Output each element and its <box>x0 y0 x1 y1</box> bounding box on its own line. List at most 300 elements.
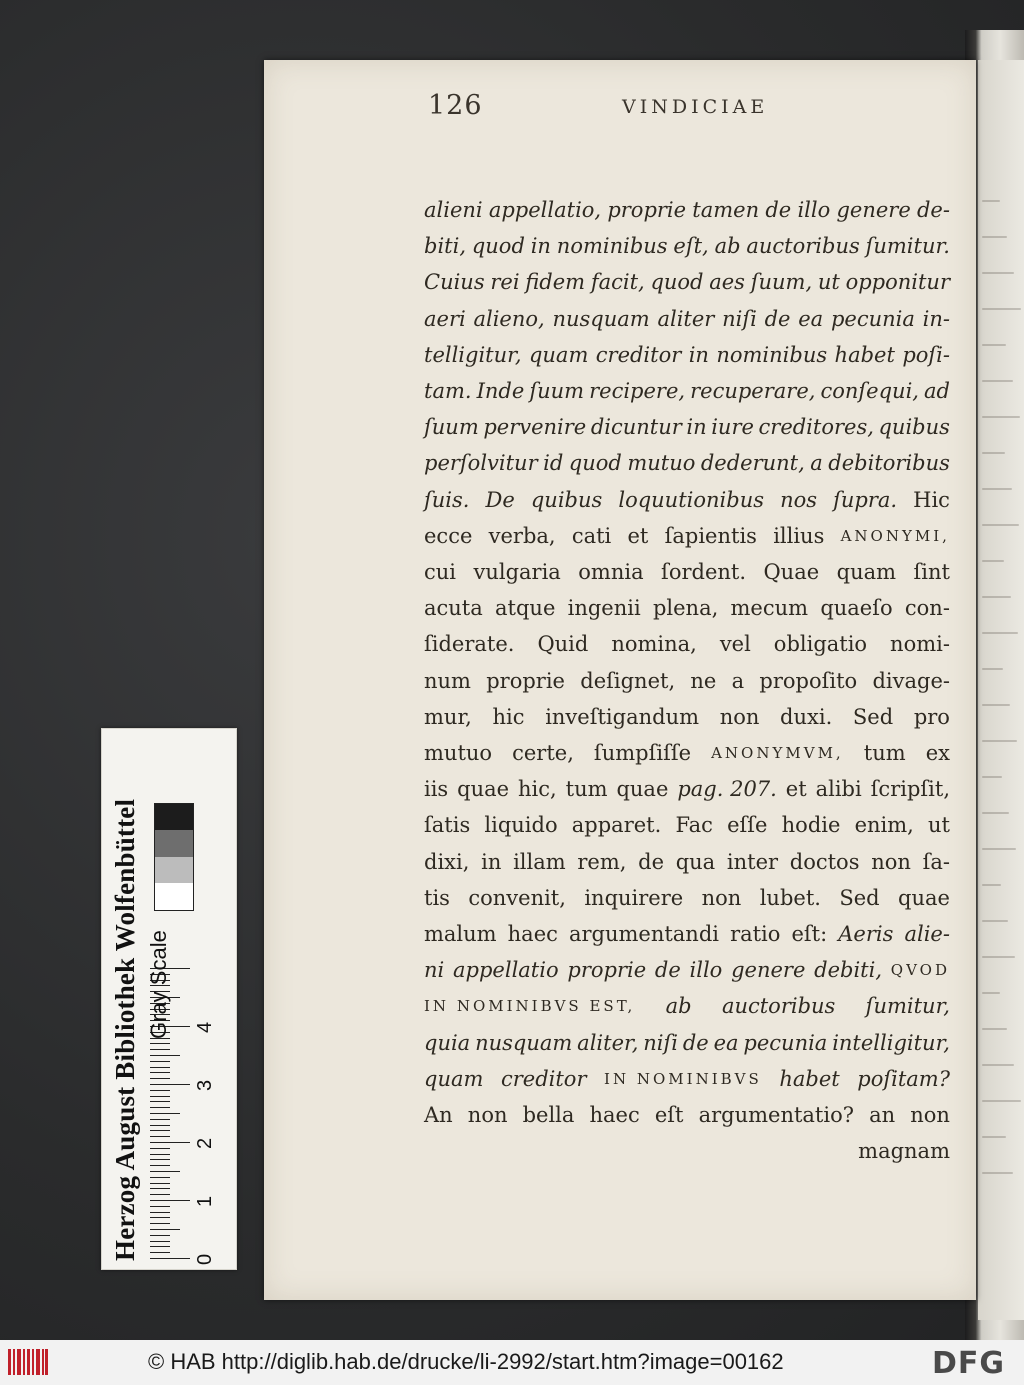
word: ea <box>713 1030 739 1055</box>
word: de <box>638 849 664 874</box>
word: iis <box>424 777 449 802</box>
word: auctoribus <box>721 994 836 1019</box>
word: ab <box>714 234 741 259</box>
word: in <box>686 415 707 440</box>
ghost-text-line <box>982 632 1018 634</box>
word: An <box>424 1103 453 1127</box>
text-line <box>424 699 950 735</box>
word: de- <box>916 198 950 222</box>
ghost-text-line <box>982 668 1003 670</box>
word: facit, <box>590 270 645 295</box>
color-scale-ruler <box>101 728 237 1270</box>
ghost-text-line <box>982 992 1000 994</box>
ghost-text-line <box>982 344 1006 346</box>
word: de <box>764 306 791 331</box>
ruler-tick <box>150 1241 170 1242</box>
word: tam. <box>424 379 472 403</box>
word: nos <box>780 487 818 512</box>
text-line <box>424 916 950 952</box>
word: ut <box>817 270 840 295</box>
word: habet <box>834 342 895 367</box>
word: an <box>869 1103 896 1127</box>
word: recuperare, <box>690 379 816 403</box>
word: Sed <box>839 885 880 910</box>
ghost-text-line <box>982 596 1011 598</box>
text-line <box>424 988 950 1024</box>
ruler-tick <box>150 1252 170 1253</box>
ghost-text-line <box>982 272 1014 274</box>
word: de <box>682 1030 709 1055</box>
word: perſolvitur <box>424 451 538 476</box>
word: non <box>701 885 742 910</box>
ruler-tick <box>150 1212 170 1213</box>
word: in <box>688 342 709 367</box>
word: ſatis <box>424 813 471 838</box>
word: mecum <box>730 596 809 621</box>
barcode-bar <box>36 1349 40 1375</box>
word: Aeris <box>838 922 894 946</box>
gray-scale-label: Gray Scale <box>146 930 171 1039</box>
institution-name: Herzog August Bibliothek Wolfenbüttel <box>110 798 140 1261</box>
word: Inde <box>476 379 525 403</box>
word: quod <box>471 234 525 259</box>
catchword-text: magnam <box>858 1139 950 1164</box>
text-line <box>424 228 950 264</box>
ghost-text-line <box>982 740 1017 742</box>
word: proprie <box>567 958 647 983</box>
word: ratio <box>730 922 781 946</box>
word: argumentatio? <box>698 1103 854 1127</box>
word: apparet. <box>571 813 662 838</box>
ruler-tick <box>150 1223 170 1224</box>
barcode-bar <box>23 1349 25 1375</box>
word: ingenii <box>567 596 641 621</box>
word: ſumitur, <box>865 994 950 1019</box>
ruler-tick <box>150 1096 170 1097</box>
word: quia <box>424 1030 471 1055</box>
word: ſiderate. <box>424 632 515 657</box>
word: divage- <box>872 668 950 693</box>
word: haec <box>589 1103 640 1127</box>
ruler-tick <box>150 1142 190 1143</box>
word: De <box>485 487 515 512</box>
ghost-text-line <box>982 1028 1007 1030</box>
ghost-text-line <box>982 848 1016 850</box>
ruler-tick-number: 1 <box>194 1195 216 1207</box>
word: alibi <box>815 777 862 802</box>
word: ſuum <box>424 415 479 440</box>
ruler-tick <box>150 1067 170 1068</box>
word: qua <box>675 849 716 874</box>
text-line <box>424 301 950 337</box>
ruler-tick <box>150 1246 170 1247</box>
word: vel <box>719 632 751 657</box>
word: rei <box>490 270 520 295</box>
ghost-text-line <box>982 452 1005 454</box>
word: nomina, <box>611 632 697 657</box>
word: convenit, <box>468 885 566 910</box>
text-line <box>424 952 950 988</box>
word: loquutionibus <box>618 487 764 512</box>
ruler-tick <box>150 1200 190 1201</box>
word: et <box>785 777 807 802</box>
word: ut <box>928 813 950 838</box>
word: acuta <box>424 596 483 621</box>
word: dixi, <box>424 849 470 874</box>
text-line <box>424 409 950 445</box>
word: non <box>871 849 911 874</box>
word: ſuum, <box>750 270 813 295</box>
word: non <box>719 704 760 729</box>
text-line <box>424 807 950 843</box>
word: ſuis. <box>424 487 470 512</box>
word: intelligitur, <box>832 1030 950 1055</box>
word: nusquam <box>475 1030 573 1055</box>
ruler-tick <box>150 1229 180 1230</box>
text-line <box>424 1061 950 1097</box>
word: Quid <box>537 632 589 657</box>
word: de <box>765 198 792 222</box>
text-line <box>424 626 950 662</box>
word: cui <box>424 560 457 584</box>
running-title: VINDICIAE <box>622 96 769 118</box>
ghost-text-line <box>982 308 1021 310</box>
word: quam <box>836 560 897 584</box>
word: duxi. <box>780 704 833 729</box>
word: ne <box>690 668 717 693</box>
word: hic <box>492 704 525 729</box>
word: fidem <box>525 270 586 295</box>
word: certe, <box>512 741 574 765</box>
word: ſumpſiſſe <box>593 741 692 765</box>
barcode-bar <box>27 1349 30 1375</box>
word: ſordent. <box>661 560 747 584</box>
ruler-tick <box>150 1061 170 1062</box>
ghost-text-line <box>982 200 1000 202</box>
word: creditores, <box>758 415 874 440</box>
word: illius <box>773 523 825 548</box>
barcode-bar <box>45 1349 48 1375</box>
ruler-tick <box>150 1049 170 1050</box>
word: rem, <box>577 849 627 874</box>
text-line <box>424 663 950 699</box>
ruler-tick-number: 0 <box>194 1253 216 1265</box>
word: telligitur, <box>424 342 522 367</box>
word: et <box>627 523 649 548</box>
ghost-text-line <box>982 920 1008 922</box>
word: mur, <box>424 704 472 729</box>
ruler-tick <box>150 1136 170 1137</box>
word: inquirere <box>584 885 684 910</box>
ruler-tick <box>150 1043 170 1044</box>
word: nominibus <box>716 342 828 367</box>
ruler-tick <box>150 1148 170 1149</box>
word: ſumitur. <box>865 234 950 259</box>
word: dicuntur <box>590 415 682 440</box>
word: dederunt, <box>700 451 805 476</box>
word: pervenire <box>483 415 587 440</box>
word: liquido <box>484 813 558 838</box>
ruler-tick <box>150 1165 170 1166</box>
word: atque <box>495 596 556 621</box>
word: malum <box>424 922 497 946</box>
word: non <box>910 1103 950 1127</box>
ghost-text-line <box>982 956 1015 958</box>
word: deſignet, <box>580 668 676 693</box>
word: tamen <box>692 198 760 222</box>
text-line <box>424 590 950 626</box>
text-line <box>424 1097 950 1133</box>
ruler-tick-number: 4 <box>194 1021 216 1033</box>
ruler-tick <box>150 1101 170 1102</box>
text-line <box>424 518 950 554</box>
word: iure <box>711 415 754 440</box>
ghost-text-line <box>982 812 1009 814</box>
word: quae <box>457 777 510 802</box>
word: nomi- <box>890 632 950 657</box>
text-line <box>424 735 950 771</box>
word: genere <box>836 198 911 222</box>
word: doctos <box>789 849 860 874</box>
word: Cuius <box>424 270 485 295</box>
barcode-bar <box>8 1349 11 1375</box>
text-line <box>424 482 950 518</box>
text-line <box>424 445 950 481</box>
word: ni <box>424 958 445 983</box>
word: alieni <box>424 198 483 222</box>
word: ANONYMI, <box>840 526 950 545</box>
word: vulgaria <box>473 560 561 584</box>
ruler-tick <box>150 1130 170 1131</box>
word: ſapientis <box>664 523 757 548</box>
word: quam <box>528 342 589 367</box>
word: inter <box>726 849 779 874</box>
word: pecunia <box>743 1030 828 1055</box>
word: opponitur <box>845 270 950 295</box>
word: id <box>543 451 564 476</box>
word: argumentandi <box>568 922 719 946</box>
page-header <box>428 86 948 130</box>
gray-swatch <box>155 857 193 884</box>
word: ad <box>924 379 950 403</box>
word: cati <box>571 523 612 548</box>
word: nusquam <box>552 306 650 331</box>
word: quod <box>568 451 622 476</box>
word: Quae <box>763 560 820 584</box>
word: debiti, <box>814 958 883 983</box>
word: verba, <box>488 523 556 548</box>
ruler-tick <box>150 1217 170 1218</box>
word: Fac <box>675 813 713 838</box>
gray-swatches <box>154 803 194 911</box>
word: IN NOMINIBVS <box>604 1069 762 1088</box>
word: aes <box>709 270 745 295</box>
word: appellatio, <box>488 198 602 222</box>
ruler-tick <box>150 1154 170 1155</box>
word: creditor <box>595 342 682 367</box>
ruler-tick <box>150 1055 180 1056</box>
ruler-tick-number: 2 <box>194 1137 216 1149</box>
footer-bar <box>0 1340 1024 1385</box>
word: tum <box>863 741 906 765</box>
word: eſſe <box>727 813 768 838</box>
word: genere <box>731 958 806 983</box>
word: quaeſo <box>820 596 893 621</box>
word: quae <box>616 777 669 802</box>
text-line <box>424 337 950 373</box>
ruler-tick <box>150 1078 170 1079</box>
word: inveſtigandum <box>545 704 700 729</box>
ghost-text-line <box>982 1064 1014 1066</box>
word: QVOD <box>890 961 950 980</box>
word: eſt <box>654 1103 684 1127</box>
word: a <box>810 451 823 476</box>
word: eſt, <box>673 234 709 259</box>
ruler-tick <box>150 1084 190 1085</box>
ruler-tick <box>150 1171 180 1172</box>
text-line <box>424 192 950 228</box>
word: tum <box>565 777 608 802</box>
word: in <box>530 234 551 259</box>
text-line <box>424 771 950 807</box>
word: pro <box>913 704 950 729</box>
text-line <box>424 844 950 880</box>
ghost-text-line <box>982 1136 1006 1138</box>
word: quibus <box>530 487 603 512</box>
word: num <box>424 668 471 693</box>
ghost-text-line <box>982 524 1019 526</box>
gray-swatch <box>155 884 193 911</box>
word: aeri <box>424 306 466 331</box>
word: pag. 207. <box>677 777 777 802</box>
ruler-tick <box>150 1188 170 1189</box>
ghost-text-line <box>982 884 1001 886</box>
word: proprie <box>607 198 687 222</box>
word: ex <box>925 741 950 765</box>
word: tis <box>424 885 450 910</box>
gray-swatch <box>155 831 193 858</box>
word: quae <box>898 885 950 910</box>
word: aliter <box>657 306 715 331</box>
ghost-text-line <box>982 488 1012 490</box>
ruler-tick <box>150 1206 170 1207</box>
ruler-tick <box>150 1119 170 1120</box>
word: enim, <box>854 813 914 838</box>
barcode-bar <box>42 1349 44 1375</box>
word: plena, <box>652 596 719 621</box>
word: propoſito <box>759 668 858 693</box>
text-line <box>424 1025 950 1061</box>
word: in- <box>922 306 950 331</box>
ghost-text-line <box>982 1172 1013 1174</box>
word: ab <box>665 994 692 1019</box>
catchword <box>424 1133 950 1169</box>
adjacent-page-edge <box>978 60 1024 1320</box>
word: de <box>654 958 681 983</box>
word: biti, <box>424 234 466 259</box>
barcode-bar <box>32 1349 34 1375</box>
word: aliter, <box>577 1030 639 1055</box>
word: pecunia <box>830 306 915 331</box>
word: habet <box>779 1066 840 1091</box>
ghost-text-line <box>982 236 1007 238</box>
word: IN NOMINIBVS EST, <box>424 997 636 1016</box>
word: recipere, <box>589 379 686 403</box>
word: nominibus <box>556 234 668 259</box>
word: creditor <box>500 1066 587 1091</box>
word: bella <box>522 1103 575 1127</box>
dfg-logo: DFG <box>932 1346 1006 1381</box>
word: ea <box>798 306 824 331</box>
text-line <box>424 554 950 590</box>
word: alieno, <box>473 306 545 331</box>
word: ſcripſit, <box>870 777 950 802</box>
ruler-tick <box>150 1194 170 1195</box>
word: poſi- <box>902 342 950 367</box>
text-line <box>424 880 950 916</box>
ghost-text-line <box>982 704 1010 706</box>
ghost-text-line <box>982 776 1002 778</box>
ruler-tick <box>150 1183 170 1184</box>
word: illo <box>689 958 723 983</box>
word: illam <box>513 849 566 874</box>
word: ecce <box>424 523 473 548</box>
ruler-tick-number: 3 <box>194 1079 216 1091</box>
word: omnia <box>578 560 644 584</box>
barcode-icon <box>8 1349 48 1375</box>
word: ſuum <box>529 379 585 403</box>
word: quod <box>650 270 704 295</box>
word: proprie <box>486 668 565 693</box>
word: ſupra. <box>833 487 898 512</box>
text-line <box>424 264 950 300</box>
ruler-tick <box>150 1159 170 1160</box>
word: Sed <box>852 704 894 729</box>
ghost-text-line <box>982 380 1013 382</box>
word: mutuo <box>627 451 696 476</box>
word: quibus <box>878 415 950 440</box>
word: alie- <box>904 922 950 946</box>
gray-swatch <box>155 804 193 831</box>
word: auctoribus <box>746 234 860 259</box>
word: a <box>731 668 745 693</box>
barcode-bar <box>13 1349 15 1375</box>
ruler-tick <box>150 1258 190 1259</box>
word: in <box>481 849 502 874</box>
word: ſa- <box>922 849 950 874</box>
word: Hic <box>913 487 950 512</box>
word: appellatio <box>453 958 559 983</box>
word: lubet. <box>759 885 821 910</box>
ghost-text-line <box>982 416 1020 418</box>
ruler-tick <box>150 1125 170 1126</box>
word: haec <box>507 922 558 946</box>
word: debitoribus <box>828 451 950 476</box>
copyright-text: © HAB http://diglib.hab.de/drucke/li-2992/start.htm?image=00162 <box>148 1349 784 1374</box>
ghost-text-line <box>982 1100 1021 1102</box>
page-number: 126 <box>428 90 483 121</box>
word: conſequi, <box>820 379 919 403</box>
word: illo <box>797 198 831 222</box>
ruler-tick <box>150 1177 170 1178</box>
word: ANONYMVM, <box>711 744 844 762</box>
ghost-text-line <box>982 560 1004 562</box>
barcode-bar <box>17 1349 21 1375</box>
word: ſint <box>913 560 950 584</box>
word: obligatio <box>773 632 868 657</box>
ruler-tick <box>150 1235 170 1236</box>
ruler-tick <box>150 1072 170 1073</box>
